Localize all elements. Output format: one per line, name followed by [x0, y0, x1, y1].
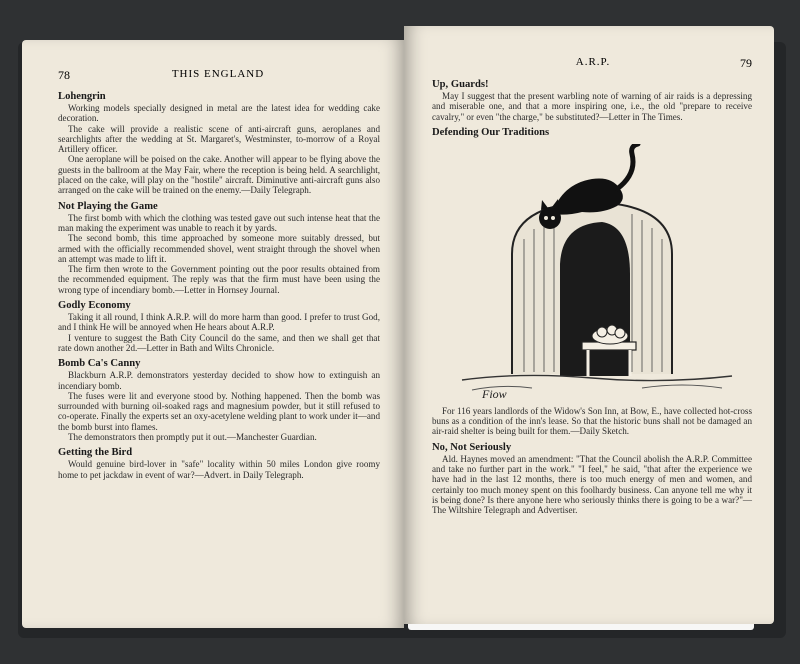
paragraph: The demonstrators then promptly put it out.—Manchester Guardian. [68, 432, 317, 443]
illustration-signature: Fiow [482, 386, 507, 401]
paragraph: I venture to suggest the Bath City Council do the same, and then we shall get that rate down another 2d.—Letter in Bath and Wilts Chronicle. [58, 332, 380, 353]
left-sections [58, 91, 380, 480]
right-running-head: A.R.P. [575, 56, 611, 68]
section-heading: Defending Our Traditions [432, 126, 550, 138]
right-page-content [432, 58, 752, 516]
cat-on-shelter-icon [442, 144, 742, 402]
left-page-content [58, 68, 380, 480]
paragraph: The second bomb, this time approached by someone more suitably dressed, but armed with the officially recommended shovel, went straight through the shovel when an attempt was made to lift it. [58, 233, 380, 264]
paragraph: The firm then wrote to the Government pointing out the poor results obtained from the recommended equipment. The reply was that the firm must have been using the wrong type of incendiary bomb.—Letter in Hornsey Journal. [58, 264, 380, 295]
section-heading: No, Not Seriously [432, 441, 512, 453]
section-heading: Bomb Ca's Canny [58, 358, 141, 370]
section-heading: Getting the Bird [58, 447, 133, 459]
paragraph: Ald. Haynes moved an amendment: "That the Council abolish the A.R.P. Committee and take no further part in the work." "I feel," he said, "that after the experience we have had in the last 12 months, there is too much energy of men and women, and certainly too much money spent on this foolhardy business. Can anyone tell me why it is being done? Is there anyone here who seriously thinks there is going to be a war?"—The Wiltshire Telegraph and Advertiser. [432, 453, 752, 516]
section-heading: Godly Economy [58, 300, 131, 312]
paragraph: One aeroplane will be poised on the cake. Another will appear to be flying above the guests in the ballroom at the May Fair, where the reception is being held. A searchlight, placed on the cake, will play on the "hostile" aircraft. Diminutive anti-aircraft guns also arranged on the cake will be trained on the enemy.—Daily Telegraph. [58, 154, 380, 196]
illustration [442, 144, 742, 402]
paragraph: Taking it all round, I think A.R.P. will do more harm than good. I prefer to trust God, and I think He will be annoyed when He hears about A.R.P. [58, 312, 380, 333]
paragraph: Would genuine bird-lover in "safe" locality within 50 miles London give roomy home to pet jackdaw in event of war?—Advert. in Daily Telegraph. [58, 459, 380, 480]
paragraph: Blackburn A.R.P. demonstrators yesterday decided to show how to extinguish an incendiary bomb. [58, 370, 380, 391]
left-running-header [58, 68, 380, 83]
paragraph: Working models specially designed in metal are the latest idea for wedding cake decoration. [58, 103, 380, 124]
right-running-header [432, 56, 752, 71]
paragraph: May I suggest that the present warbling note of warning of air raids is a depressing and miserable one, and that a more inspiring one, i.e., the old "prepare to receive cavalry," or even "the charge," be substituted?—Letter in The Times. [432, 91, 752, 122]
section-heading: Up, Guards! [432, 79, 489, 90]
paragraph: The first bomb with which the clothing was tested gave out such intense heat that the man making the experiment was unable to reach it by yards. [58, 212, 380, 233]
paragraph: For 116 years landlords of the Widow's Son Inn, at Bow, E., have collected hot-cross buns as a condition of the inn's lease. So that the historic buns shall not be damaged an air-raid shelter is being built for them.—Daily Sketch. [432, 405, 752, 437]
left-running-head: THIS ENGLAND [171, 68, 265, 80]
left-page-number: 78 [58, 68, 70, 82]
section-heading: Lohengrin [58, 91, 106, 102]
right-sections-bottom [432, 406, 752, 516]
paragraph: The fuses were lit and everyone stood by. Nothing happened. Then the bomb was surrounded with burning oil-soaked rags and magnesium powder, but it still refused to co-operate. Finally the experts set an oxy-acetylene welding plant to work under it—and the bomb burst into flames. [58, 390, 380, 432]
paragraph: The cake will provide a realistic scene of anti-aircraft guns, aeroplanes and searchlights after the wedding at St. Margaret's, Westminster, to-morrow of a Royal Artillery officer. [58, 123, 380, 155]
section-heading: Not Playing the Game [58, 200, 158, 212]
right-page-number: 79 [740, 56, 752, 70]
right-sections-top [432, 79, 752, 138]
